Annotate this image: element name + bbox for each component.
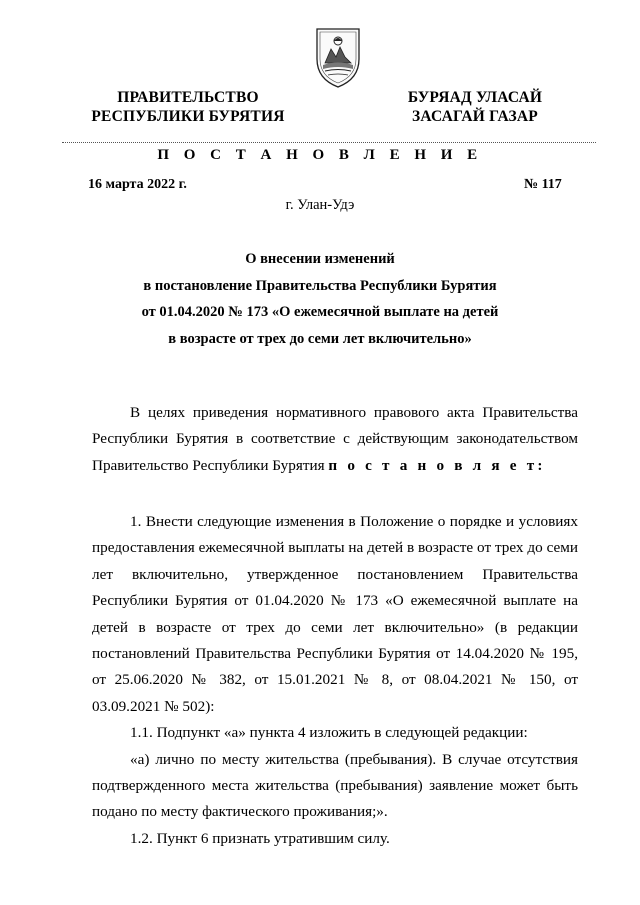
government-name-ru-line1: ПРАВИТЕЛЬСТВО [117, 89, 259, 106]
government-name-ru-line2: РЕСПУБЛИКИ БУРЯТИЯ [91, 108, 285, 125]
document-city: г. Улан-Удэ [285, 197, 355, 213]
government-name-ru [88, 88, 288, 126]
coat-of-arms-icon [311, 25, 365, 89]
government-name-bua-line2: ЗАСАГАЙ ГАЗАР [412, 108, 538, 125]
document-number: № 117 [524, 177, 562, 192]
paragraph: 1.2. Пункт 6 признать утратившим силу. [130, 829, 390, 847]
government-name-bua-line1: БУРЯАД УЛАСАЙ [407, 89, 543, 106]
government-name-bua [390, 88, 560, 126]
title-line: от 01.04.2020 № 173 «О ежемесячной выплате на детей [141, 304, 499, 320]
document-type: П О С Т А Н О В Л Е Н И Е [157, 147, 483, 163]
document-date: 16 марта 2022 г. [88, 177, 187, 192]
paragraph: «а) лично по месту жительства (пребывания). В случае отсутствия подтвержденного места жительства (пребывания) заявление может быть подано по месту фактического проживания;». [92, 750, 578, 821]
title-line: в постановление Правительства Республики Бурятия [143, 277, 497, 294]
header-divider [62, 142, 596, 143]
preamble [92, 400, 578, 479]
preamble-text: В целях приведения нормативного правового акта Правительства Республики Бурятия в соответствие с действующим законодательством Правительство Республики Бурятия [92, 404, 578, 474]
paragraph: 1.1. Подпункт «а» пункта 4 изложить в следующей редакции: [130, 724, 528, 742]
preamble-action: п о с т а н о в л я е т: [328, 456, 546, 474]
paragraph: 1. Внести следующие изменения в Положение о порядке и условиях предоставления ежемесячной выплаты на детей в возрасте от трех до семи лет включительно, утвержденное постановлением Правительства Республики Бурятия от 01.04.2020 № 173 «О ежемесячной выплате на детей в возрасте от трех до семи лет включительно» (в редакции постановлений Правительства Республики Бурятия от 14.04.2020 № 195, от 25.06.2020 № 382, от 15.01.2021 № 8, от 08.04.2021 № 150, от 03.09.2021 № 502): [92, 513, 578, 715]
document-title [100, 246, 540, 352]
title-line: в возрасте от трех до семи лет включительно» [168, 330, 472, 347]
decree-body [92, 509, 578, 852]
title-line: О внесении изменений [245, 251, 395, 267]
